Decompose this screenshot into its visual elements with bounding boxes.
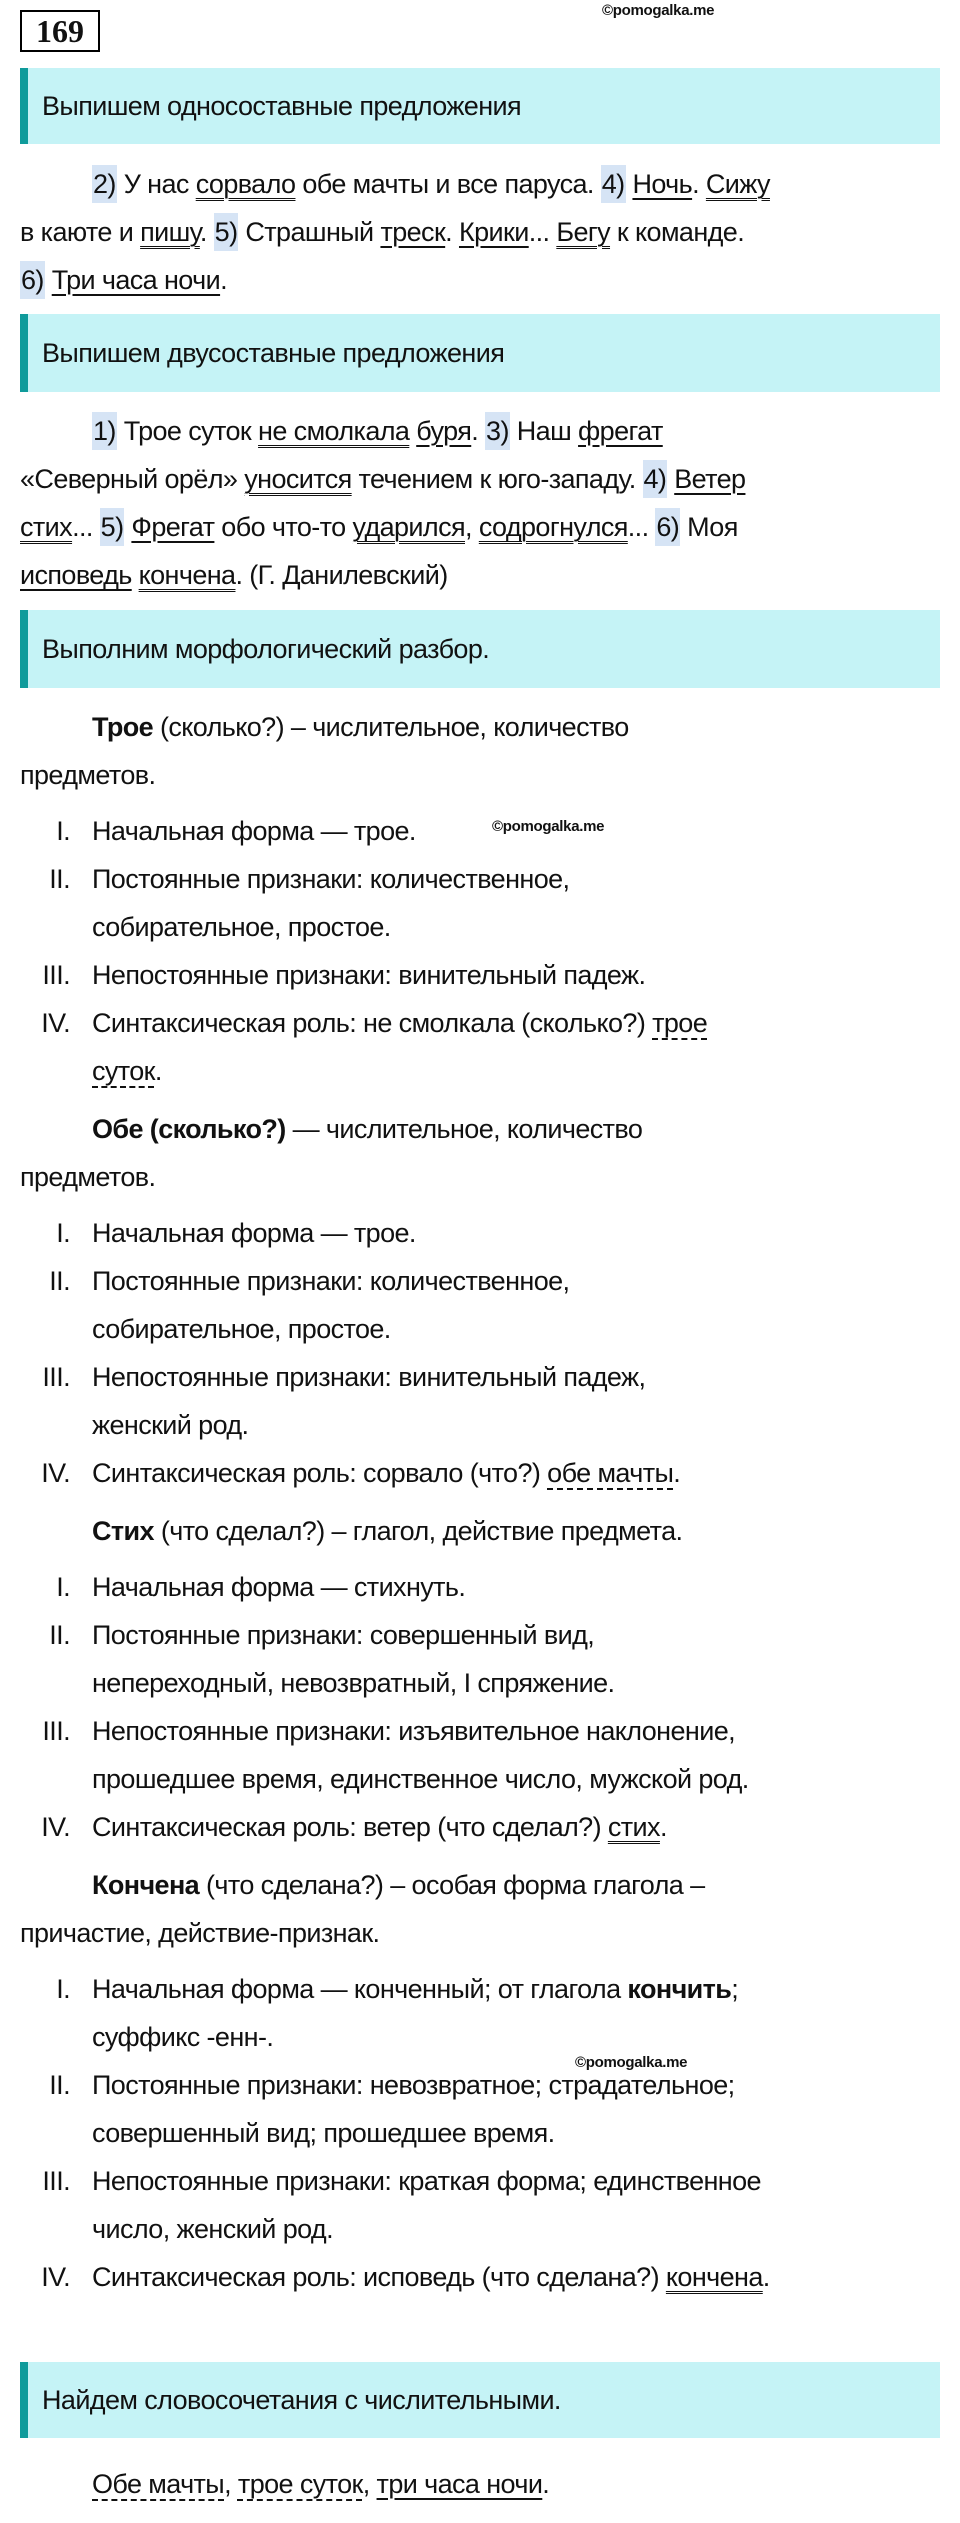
- morph-list-item: [20, 855, 950, 951]
- sentence-number: 5): [100, 508, 125, 546]
- section-header-phrases: [20, 2362, 940, 2438]
- text-run: .: [154, 1056, 162, 1086]
- sentence-number: 5): [214, 213, 239, 251]
- text-line: [20, 1507, 950, 1555]
- text-run: обе мачты и все паруса.: [295, 169, 601, 199]
- morph-entry: [20, 1861, 950, 2301]
- text-run: «Северный орёл»: [20, 464, 245, 494]
- two-part-sentences: [20, 407, 950, 599]
- text-line: [92, 1401, 950, 1449]
- text-line: [20, 455, 950, 503]
- text-line: [20, 208, 950, 256]
- section-title: Найдем словосочетания с числительными.: [42, 2384, 561, 2415]
- predicate-underline: не смолкала: [258, 416, 410, 446]
- roman-numeral: II.: [49, 2070, 70, 2100]
- text-run: (что сделана?) – особая форма глагола –: [199, 1870, 705, 1900]
- subject-underline: Ветер: [674, 464, 746, 494]
- text-line: [92, 1755, 950, 1803]
- text-run: Непостоянные признаки: изъявительное наклонение,: [92, 1716, 736, 1746]
- section-header-morph: [20, 610, 940, 688]
- text-line: [92, 1965, 950, 2013]
- text-line: [92, 2013, 950, 2061]
- morph-list-item: [20, 1257, 950, 1353]
- section-header-two-part: [20, 314, 940, 392]
- text-run: .: [673, 1458, 681, 1488]
- text-run: [45, 265, 52, 295]
- morph-list-item: [20, 2253, 950, 2301]
- morph-list-item: [20, 1611, 950, 1707]
- morph-list-item: [20, 1803, 950, 1851]
- text-run: совершенный вид; прошедшее время.: [92, 2118, 555, 2148]
- sentence-number: 6): [20, 261, 45, 299]
- morph-list-item: [20, 2157, 950, 2253]
- text-line: [92, 1305, 950, 1353]
- text-run: .: [220, 265, 227, 295]
- text-line: [92, 2205, 950, 2253]
- text-run: Начальная форма — стихнуть.: [92, 1572, 466, 1602]
- sentence-number: 4): [643, 460, 668, 498]
- predicate-underline: стих: [607, 1812, 660, 1842]
- text-line: [92, 1563, 950, 1611]
- text-line: [20, 407, 950, 455]
- text-line: [92, 951, 950, 999]
- text-line: [92, 1659, 950, 1707]
- text-run: .: [471, 416, 486, 446]
- morph-list-item: [20, 1707, 950, 1803]
- text-run: Постоянные признаки: количественное,: [92, 864, 570, 894]
- text-line: [20, 751, 950, 799]
- morph-entry-intro: [20, 1105, 950, 1201]
- text-line: [20, 703, 950, 751]
- predicate-underline: сорвало: [195, 169, 296, 199]
- text-run: к команде.: [610, 217, 745, 247]
- subject-underline: Три часа ночи: [51, 265, 221, 295]
- text-line: [92, 1047, 950, 1095]
- text-line: [20, 1861, 950, 1909]
- text-run: ,: [362, 2469, 377, 2499]
- roman-numeral: IV.: [41, 1008, 70, 1038]
- roman-numeral: II.: [49, 864, 70, 894]
- predicate-underline: стих: [20, 512, 73, 542]
- text-run: [132, 560, 139, 590]
- text-run: (сколько?) – числительное, количество: [153, 712, 629, 742]
- sentence-number: 2): [92, 165, 117, 203]
- text-line: [20, 1105, 950, 1153]
- text-run: Синтаксическая роль: сорвало (что?): [92, 1458, 548, 1488]
- watermark-bottom: ©pomogalka.me: [575, 2054, 688, 2071]
- text-run: суффикс -енн-.: [92, 2022, 274, 2052]
- text-run: собирательное, простое.: [92, 1314, 391, 1344]
- text-run: — числительное, количество: [285, 1114, 643, 1144]
- text-line: [92, 999, 950, 1047]
- morph-list-item: [20, 999, 950, 1095]
- text-run: ,: [224, 2469, 238, 2499]
- text-run: предметов.: [20, 1162, 156, 1192]
- predicate-underline: содрогнулся: [478, 512, 628, 542]
- bold-term: Стих: [92, 1516, 154, 1546]
- sentence-number: 6): [655, 508, 680, 546]
- section-title: Выпишем односоставные предложения: [42, 90, 522, 121]
- subject-underline: Фрегат: [131, 512, 215, 542]
- roman-numeral: II.: [49, 1266, 70, 1296]
- text-run: Непостоянные признаки: краткая форма; единственное: [92, 2166, 761, 2196]
- text-run: прошедшее время, единственное число, мужской род.: [92, 1764, 749, 1794]
- text-line: [20, 503, 950, 551]
- text-run: течением к юго-западу.: [351, 464, 643, 494]
- roman-numeral: IV.: [41, 2262, 70, 2292]
- morph-list-item: [20, 2061, 950, 2157]
- morph-list-item: [20, 1209, 950, 1257]
- morph-entry-intro: [20, 1507, 950, 1555]
- numeral-phrases: [20, 2460, 950, 2508]
- morph-list-item: [20, 1449, 950, 1497]
- morph-list-item: [20, 1563, 950, 1611]
- text-run: Непостоянные признаки: винительный падеж.: [92, 960, 646, 990]
- subject-underline: треск: [380, 217, 446, 247]
- text-line: [92, 1707, 950, 1755]
- text-line: [20, 1153, 950, 1201]
- roman-numeral: III.: [42, 1716, 70, 1746]
- watermark-top: ©pomogalka.me: [602, 2, 715, 19]
- morph-list-item: [20, 1965, 950, 2061]
- roman-numeral: I.: [56, 1974, 70, 2004]
- predicate-underline: кончена: [665, 2262, 763, 2292]
- morph-entry: [20, 703, 950, 1095]
- text-line: [92, 1353, 950, 1401]
- text-run: .: [445, 217, 459, 247]
- text-run: .: [542, 2469, 550, 2499]
- text-line: [92, 855, 950, 903]
- text-run: (что сделал?) – глагол, действие предмета.: [153, 1516, 683, 1546]
- text-line: [20, 551, 950, 599]
- roman-numeral: III.: [42, 1362, 70, 1392]
- text-run: Начальная форма — трое.: [92, 1218, 416, 1248]
- text-line: [92, 2109, 950, 2157]
- text-run: обо что-то: [214, 512, 353, 542]
- morph-list-item: [20, 1353, 950, 1449]
- text-run: Синтаксическая роль: исповедь (что сделана?): [92, 2262, 666, 2292]
- text-run: ,: [465, 512, 479, 542]
- morph-entry-intro: [20, 1861, 950, 1957]
- text-run: .: [199, 217, 214, 247]
- roman-numeral: I.: [56, 816, 70, 846]
- section-header-one-part: [20, 68, 940, 144]
- subject-underline: буря: [416, 416, 472, 446]
- predicate-underline: кончена: [138, 560, 236, 590]
- numeral-phrase-underline: суток: [92, 1056, 155, 1086]
- morph-entry: [20, 1507, 950, 1851]
- roman-numeral: III.: [42, 960, 70, 990]
- text-run: У нас: [116, 169, 196, 199]
- text-line: [20, 2460, 950, 2508]
- text-run: женский род.: [92, 1410, 249, 1440]
- subject-underline: Ночь: [632, 169, 693, 199]
- predicate-underline: Бегу: [556, 217, 611, 247]
- text-run: в каюте и: [20, 217, 141, 247]
- text-run: предметов.: [20, 760, 156, 790]
- roman-numeral: IV.: [41, 1812, 70, 1842]
- subject-underline: исповедь: [20, 560, 132, 590]
- text-run: Страшный: [238, 217, 381, 247]
- text-line: [92, 2157, 950, 2205]
- text-run: .: [659, 1812, 667, 1842]
- predicate-underline: уносится: [244, 464, 352, 494]
- text-run: Начальная форма — трое.: [92, 816, 416, 846]
- text-run: Моя: [680, 512, 738, 542]
- roman-numeral: I.: [56, 1572, 70, 1602]
- one-part-sentences: [20, 160, 950, 304]
- bold-term: Обе (сколько?): [92, 1114, 286, 1144]
- text-run: Непостоянные признаки: винительный падеж,: [92, 1362, 646, 1392]
- text-line: [92, 1611, 950, 1659]
- watermark-middle: ©pomogalka.me: [492, 818, 605, 835]
- text-run: ...: [627, 512, 656, 542]
- text-run: ;: [731, 1974, 739, 2004]
- sentence-number: 3): [485, 412, 510, 450]
- text-run: Наш: [509, 416, 579, 446]
- text-line: [20, 256, 950, 304]
- bold-term: Трое: [92, 712, 154, 742]
- text-run: ...: [72, 512, 100, 542]
- section-title: Выпишем двусоставные предложения: [42, 337, 505, 368]
- text-run: Начальная форма — конченный; от глагола: [92, 1974, 628, 2004]
- predicate-underline: пишу: [140, 217, 200, 247]
- text-line: [20, 160, 950, 208]
- text-run: собирательное, простое.: [92, 912, 391, 942]
- text-line: [92, 1449, 950, 1497]
- exercise-number: 169: [20, 10, 100, 52]
- subject-underline: три часа ночи: [376, 2469, 543, 2499]
- text-run: ...: [528, 217, 557, 247]
- section-title: Выполним морфологический разбор.: [42, 633, 490, 664]
- subject-underline: фрегат: [578, 416, 663, 446]
- predicate-underline: Сижу: [705, 169, 770, 199]
- subject-underline: Крики: [458, 217, 529, 247]
- text-run: Постоянные признаки: количественное,: [92, 1266, 570, 1296]
- text-line: [92, 1257, 950, 1305]
- bold-term: кончить: [627, 1974, 732, 2004]
- roman-numeral: IV.: [41, 1458, 70, 1488]
- sentence-number: 1): [92, 412, 117, 450]
- text-run: .: [762, 2262, 770, 2292]
- numeral-phrase-underline: обе мачты: [547, 1458, 674, 1488]
- bold-term: Кончена: [92, 1870, 200, 1900]
- text-run: Постоянные признаки: совершенный вид,: [92, 1620, 595, 1650]
- text-run: Постоянные признаки: невозвратное; страдательное;: [92, 2070, 735, 2100]
- numeral-phrase-underline: Обе мачты: [92, 2469, 225, 2499]
- roman-numeral: III.: [42, 2166, 70, 2196]
- text-line: [92, 1803, 950, 1851]
- text-line: [92, 807, 950, 855]
- text-run: причастие, действие-признак.: [20, 1918, 380, 1948]
- text-run: . (Г. Данилевский): [235, 560, 448, 590]
- text-run: .: [692, 169, 706, 199]
- text-line: [92, 1209, 950, 1257]
- text-run: число, женский род.: [92, 2214, 333, 2244]
- sentence-number: 4): [601, 165, 626, 203]
- numeral-phrase-underline: трое: [652, 1008, 708, 1038]
- roman-numeral: II.: [49, 1620, 70, 1650]
- text-line: [20, 1909, 950, 1957]
- text-run: Синтаксическая роль: ветер (что сделал?): [92, 1812, 608, 1842]
- text-run: непереходный, невозвратный, I спряжение.: [92, 1668, 615, 1698]
- text-line: [92, 2253, 950, 2301]
- text-line: [92, 2061, 950, 2109]
- text-run: Синтаксическая роль: не смолкала (сколько?): [92, 1008, 653, 1038]
- text-line: [92, 903, 950, 951]
- numeral-phrase-underline: трое суток: [237, 2469, 363, 2499]
- morph-analysis: [20, 703, 950, 2311]
- morph-entry-intro: [20, 703, 950, 799]
- morph-list-item: [20, 807, 950, 855]
- morph-entry: [20, 1105, 950, 1497]
- predicate-underline: ударился: [352, 512, 465, 542]
- morph-list-item: [20, 951, 950, 999]
- text-run: Трое суток: [116, 416, 259, 446]
- roman-numeral: I.: [56, 1218, 70, 1248]
